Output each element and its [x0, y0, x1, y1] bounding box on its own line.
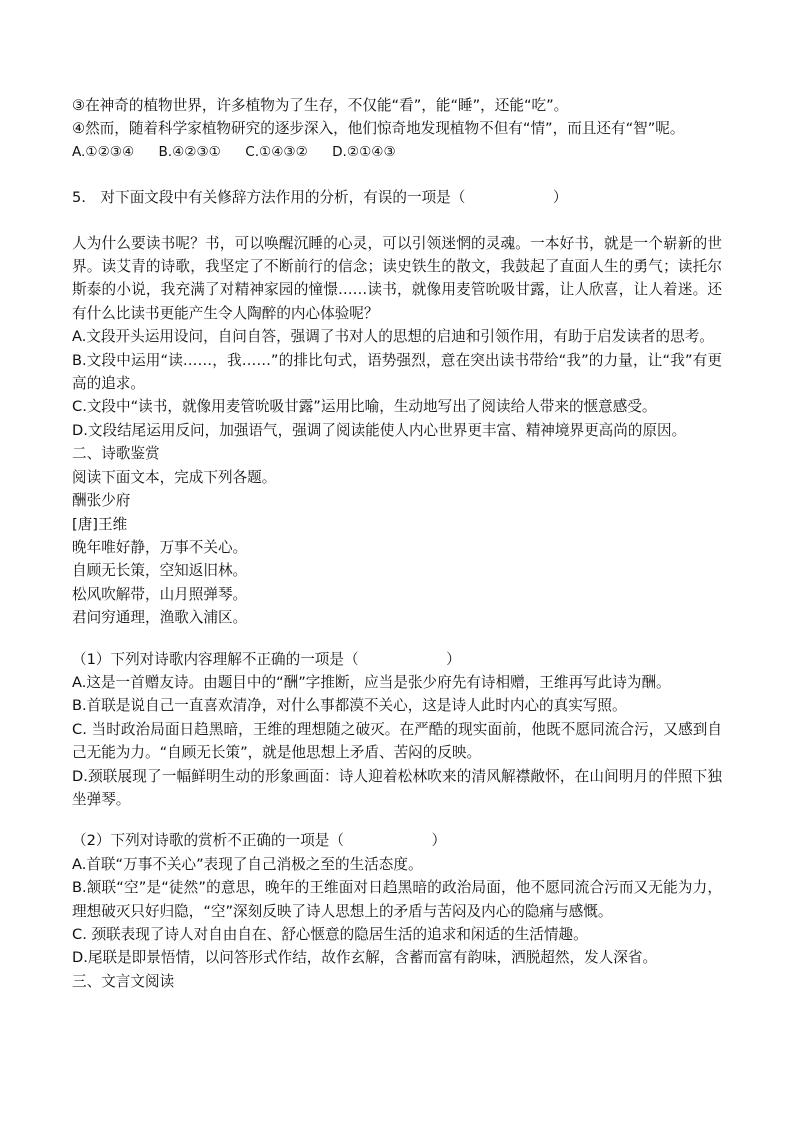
poem-line-3: 松风吹解带，山月照弹琴。: [72, 585, 248, 603]
q5-option-a: A.文段开头运用设问，自问自答，强调了书对人的思想的启迪和引领作用，有助于启发读者的思考。: [72, 328, 714, 346]
section-3-heading: 三、文言文阅读: [72, 972, 175, 990]
sub2-option-d: D.尾联是即景悟情，以问答形式作结，故作玄解，含蓄而富有韵味，洒脱超然，发人深省。: [72, 949, 658, 967]
sub1-option-b: B.首联是说自己一直喜欢清净，对什么事都漠不关心，这是诗人此时内心的真实写照。: [72, 697, 627, 715]
q4-option-b: B.④②③①: [158, 143, 221, 160]
sentence-3: ③在神奇的植物世界，许多植物为了生存，不仅能“看”，能“睡”，还能“吃”。: [72, 97, 569, 114]
section-2-instruction: 阅读下面文本，完成下列各题。: [72, 468, 277, 486]
sentence-4: ④然而，随着科学家植物研究的逐步深入，他们惊奇地发现植物不但有“情”，而且还有“智”呢。: [72, 120, 685, 138]
q4-option-a: A.①②③④: [72, 143, 135, 160]
q4-option-d: D.②①④③: [332, 143, 396, 160]
sub2-option-a: A.首联“万事不关心”表现了自己消极之至的生活态度。: [72, 855, 423, 873]
q5-option-b: B.文段中运用“读……，我……”的排比句式，语势强烈，意在突出读书带给“我”的力量，让“我”有更高的追求。: [72, 351, 722, 393]
q4-option-c: C.①④③②: [245, 143, 308, 160]
q5-option-d: D.文段结尾运用反问，加强语气，强调了阅读能使人内心世界更丰富、精神境界更高尚的原因。: [72, 421, 687, 439]
exam-page: [72, 94, 722, 993]
q5-stem: 5. 对下面文段中有关修辞方法作用的分析，有误的一项是（ ）: [72, 189, 568, 207]
sub1-stem: （1）下列对诗歌内容理解不正确的一项是（ ）: [72, 650, 461, 668]
sub1-option-d: D.颈联展现了一幅鲜明生动的形象画面：诗人迎着松林吹来的清风解襟敞怀，在山间明月的伴照下独坐弹琴。: [72, 767, 722, 808]
q5-passage: 人为什么要读书呢？书，可以唤醒沉睡的心灵，可以引领迷惘的灵魂。一本好书，就是一个崭新的世界。读艾青的诗歌，我坚定了不断前行的信念；读史铁生的散文，我鼓起了直面人生的勇气；读托尔斯泰的小说，我充满了对精神家园的憧憬……读书，就像用麦管吮吸甘露，让人欣喜，让人着迷。还有什么比读书更能产生令人陶醉的内心体验呢？: [72, 234, 722, 322]
section-2-heading: 二、诗歌鉴赏: [72, 445, 160, 463]
sub2-option-c: C. 颈联表现了诗人对自由自在、舒心惬意的隐居生活的追求和闲适的生活情趣。: [72, 926, 588, 943]
poem-line-2: 自顾无长策，空知返旧林。: [72, 562, 248, 580]
sub1-option-a: A.这是一首赠友诗。由题目中的“酬”字推断，应当是张少府先有诗相赠，王维再写此诗为酬。: [72, 673, 671, 691]
poem-line-4: 君问穷通理，渔歌入浦区。: [72, 609, 248, 627]
sub2-stem: （2）下列对诗歌的赏析不正确的一项是（ ）: [72, 832, 447, 850]
sub2-option-b: B.颔联“空”是“徒然”的意思，晚年的王维面对日趋黑暗的政治局面，他不愿同流合污而又无能为力，理想破灭只好归隐，“空”深刻反映了诗人思想上的矛盾与苦闷及内心的隐痛与感慨。: [72, 879, 722, 920]
q4-options: [72, 141, 722, 164]
poem-title: 酬张少府: [72, 492, 131, 510]
sub1-option-c: C. 当时政治局面日趋黑暗，王维的理想随之破灭。在严酷的现实面前，他既不愿同流合污，又感到自己无能为力。“自顾无长策”，就是他思想上矛盾、苦闷的反映。: [72, 720, 722, 762]
q5-option-c: C.文段中“读书，就像用麦管吮吸甘露”运用比喻，生动地写出了阅读给人带来的惬意感受。: [72, 398, 657, 416]
poem-line-1: 晚年唯好静，万事不关心。: [72, 538, 248, 556]
poem-author: [唐]王维: [72, 515, 128, 533]
